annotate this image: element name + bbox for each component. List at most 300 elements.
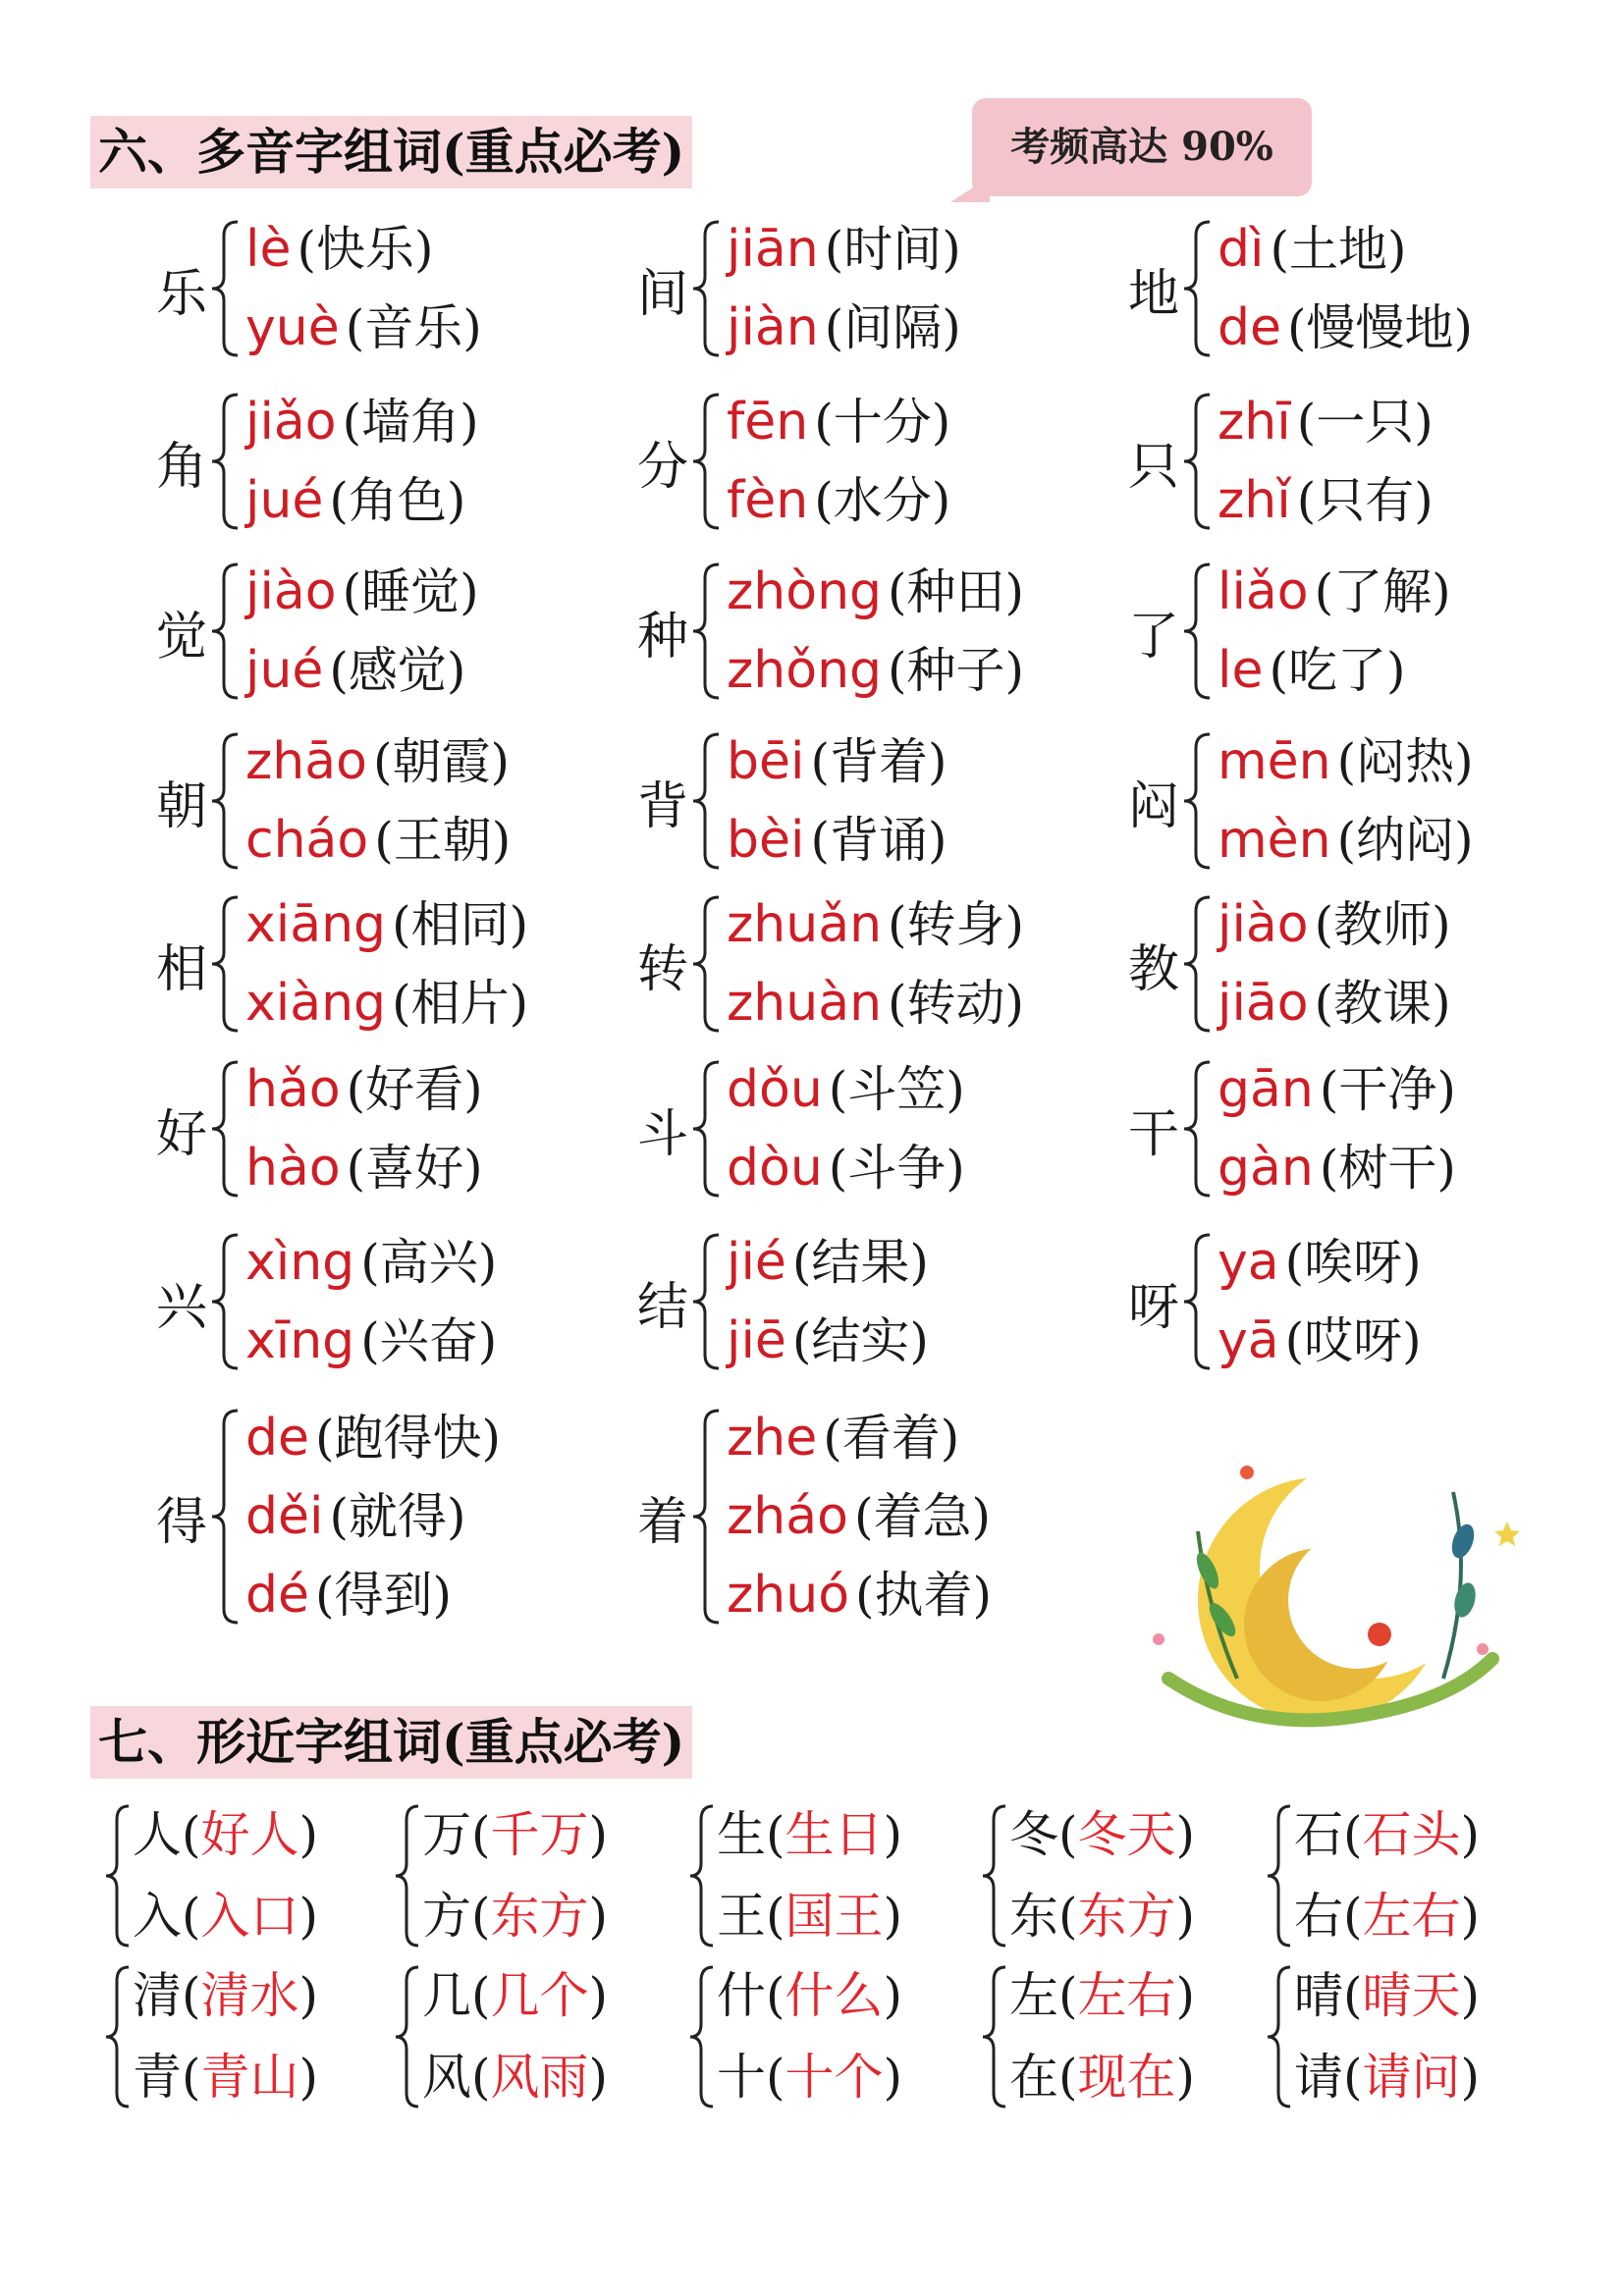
reading-line: [727, 383, 950, 461]
pinyin: jié: [727, 1233, 786, 1292]
section-6-title: 六、多音字组词(重点必考): [90, 116, 692, 188]
similar-char-line: [717, 1794, 902, 1876]
close-paren: ): [883, 2049, 903, 2106]
brace-icon: [1265, 1963, 1294, 2110]
example-word: (角色): [329, 472, 466, 529]
similar-char-group: [980, 1794, 1265, 1957]
reading-line: [727, 1556, 992, 1634]
example-word: (就得): [329, 1488, 466, 1545]
brace-icon: [689, 732, 723, 870]
polyphonic-entry: [147, 210, 638, 367]
pinyin: jiē: [727, 1311, 786, 1370]
close-paren: ): [1175, 1888, 1196, 1945]
brace-icon: [208, 393, 242, 530]
example-word: (闷热): [1336, 733, 1474, 790]
similar-char-line: [1294, 1955, 1480, 2037]
similar-char: 风: [422, 2049, 471, 2106]
pinyin: mèn: [1218, 811, 1331, 870]
example-word: (转动): [888, 975, 1025, 1032]
open-paren: (: [1343, 1967, 1363, 2024]
open-paren: (: [1058, 1888, 1078, 1945]
open-paren: (: [182, 1806, 201, 1863]
pinyin: yuè: [245, 298, 340, 357]
brace-icon: [689, 393, 723, 530]
example-word: (时间): [824, 221, 961, 278]
example-word: (相片): [392, 975, 529, 1032]
polyphonic-char: 闷: [1127, 776, 1179, 836]
similar-char-word: 东方: [490, 1888, 589, 1945]
polyphonic-entry: [1119, 383, 1610, 540]
polyphonic-char: 兴: [155, 1277, 207, 1337]
polyphonic-char: 背: [636, 776, 688, 836]
similar-char-line: [1009, 1955, 1195, 2037]
similar-char-group: [1265, 1794, 1549, 1957]
reading-line: [1218, 885, 1451, 964]
reading-line: [727, 553, 1024, 631]
example-word: (转身): [888, 896, 1025, 953]
similar-char: 清: [133, 1967, 182, 2024]
polyphonic-entry: [147, 885, 638, 1042]
polyphonic-char: 觉: [155, 607, 207, 667]
open-paren: (: [182, 1888, 201, 1945]
close-paren: ): [588, 2049, 609, 2106]
reading-line: [1218, 964, 1451, 1042]
brace-icon: [689, 895, 723, 1033]
brace-icon: [1180, 895, 1214, 1033]
example-word: (王朝): [374, 812, 512, 869]
reading-line: [1218, 631, 1405, 710]
pinyin: xīng: [245, 1311, 355, 1370]
pinyin: gān: [1218, 1060, 1314, 1119]
similar-char: 十: [717, 2049, 766, 2106]
reading-line: [245, 1399, 501, 1477]
reading-line: [245, 289, 482, 367]
reading-line: [727, 461, 950, 540]
close-paren: ): [1175, 1806, 1196, 1863]
reading-line: [727, 1129, 965, 1207]
similar-char-word: 请问: [1362, 2049, 1461, 2106]
similar-char-line: [133, 2037, 318, 2118]
similar-char-word: 清水: [200, 1967, 299, 2024]
berry-icon: [1240, 1466, 1254, 1479]
reading-line: [1218, 1050, 1456, 1129]
polyphonic-entry: [628, 553, 1119, 710]
similar-char: 晴: [1294, 1967, 1343, 2024]
brace-icon: [208, 895, 242, 1033]
pinyin: jiào: [1218, 895, 1309, 954]
brace-icon: [1180, 393, 1214, 530]
pinyin: děi: [245, 1487, 324, 1546]
example-word: (感觉): [329, 642, 466, 699]
example-word: (树干): [1319, 1140, 1456, 1197]
similar-char-group: [687, 1794, 972, 1957]
example-word: (吃了): [1269, 642, 1406, 699]
polyphonic-entry: [628, 1223, 1119, 1380]
polyphonic-char: 相: [155, 939, 207, 999]
example-word: (跑得快): [315, 1410, 502, 1467]
open-paren: (: [1343, 2049, 1363, 2106]
similar-char-word: 什么: [785, 1967, 884, 2024]
pinyin: zhāo: [245, 732, 367, 791]
example-word: (着急): [853, 1488, 991, 1545]
similar-char: 左: [1009, 1967, 1058, 2024]
brace-icon: [689, 562, 723, 700]
pinyin: xiāng: [245, 895, 387, 954]
flower-icon: [1477, 1643, 1489, 1655]
close-paren: ): [883, 1806, 903, 1863]
close-paren: ): [588, 1967, 609, 2024]
similar-char: 右: [1294, 1888, 1343, 1945]
polyphonic-entry: [1119, 885, 1610, 1042]
open-paren: (: [766, 2049, 785, 2106]
brace-icon: [208, 1233, 242, 1370]
example-word: (好看): [346, 1061, 483, 1118]
similar-char-group: [393, 1955, 677, 2118]
pinyin: zhuǎn: [727, 895, 883, 954]
example-word: (土地): [1270, 221, 1407, 278]
mushroom-icon: [1368, 1623, 1391, 1646]
open-paren: (: [471, 1888, 491, 1945]
reading-line: [1218, 1223, 1422, 1302]
similar-char-line: [1009, 2037, 1195, 2118]
similar-char-word: 晴天: [1362, 1967, 1461, 2024]
polyphonic-entry: [147, 553, 638, 710]
brace-icon: [687, 1963, 717, 2110]
similar-char-group: [393, 1794, 677, 1957]
similar-char-group: [103, 1955, 388, 2118]
polyphonic-char: 呀: [1127, 1277, 1179, 1337]
similar-char-line: [717, 2037, 902, 2118]
reading-line: [1218, 1302, 1422, 1380]
close-paren: ): [883, 1967, 903, 2024]
close-paren: ): [1175, 2049, 1196, 2106]
similar-char-word: 石头: [1362, 1806, 1461, 1863]
pinyin: dǒu: [727, 1060, 823, 1119]
similar-char-group: [1265, 1955, 1549, 2118]
similar-char-word: 几个: [490, 1967, 589, 2024]
reading-line: [727, 1302, 929, 1380]
example-word: (了解): [1314, 563, 1451, 620]
reading-line: [1218, 461, 1434, 540]
close-paren: ): [298, 1967, 319, 2024]
polyphonic-entry: [1119, 210, 1610, 367]
reading-line: [1218, 210, 1406, 289]
reading-line: [245, 885, 528, 964]
polyphonic-entry: [628, 210, 1119, 367]
polyphonic-entry: [628, 1399, 1119, 1634]
polyphonic-entry: [147, 1399, 638, 1634]
reading-line: [727, 801, 947, 880]
polyphonic-char: 角: [155, 437, 207, 497]
polyphonic-char: 教: [1127, 939, 1179, 999]
similar-char-group: [687, 1955, 972, 2118]
similar-char-line: [133, 1794, 318, 1876]
reading-line: [245, 801, 511, 880]
similar-char: 青: [133, 2049, 182, 2106]
polyphonic-entry: [147, 1223, 638, 1380]
reading-line: [1218, 722, 1474, 801]
example-word: (斗争): [828, 1140, 965, 1197]
brace-icon: [208, 732, 242, 870]
polyphonic-entry: [628, 383, 1119, 540]
pinyin: zhǐ: [1218, 471, 1291, 530]
reading-line: [727, 1477, 991, 1556]
similar-char-line: [422, 1955, 608, 2037]
reading-line: [1218, 383, 1434, 461]
reading-line: [245, 1050, 483, 1129]
polyphonic-char: 间: [636, 264, 688, 324]
open-paren: (: [1058, 1967, 1078, 2024]
reading-line: [245, 631, 465, 710]
brace-icon: [689, 1060, 723, 1198]
pinyin: le: [1218, 641, 1264, 700]
open-paren: (: [766, 1888, 785, 1945]
example-word: (纳闷): [1336, 812, 1474, 869]
close-paren: ): [588, 1806, 609, 1863]
pinyin: jiǎo: [245, 393, 337, 452]
polyphonic-char: 结: [636, 1277, 688, 1337]
polyphonic-entry: [628, 1050, 1119, 1207]
polyphonic-entry: [628, 885, 1119, 1042]
pinyin: jué: [245, 641, 324, 700]
brace-icon: [1265, 1802, 1294, 1949]
brace-icon: [689, 1409, 723, 1625]
close-paren: ): [298, 1888, 319, 1945]
close-paren: ): [298, 2049, 319, 2106]
polyphonic-char: 朝: [155, 776, 207, 836]
polyphonic-entry: [147, 383, 638, 540]
similar-char: 在: [1009, 2049, 1058, 2106]
example-word: (睡觉): [342, 563, 479, 620]
brace-icon: [208, 1409, 242, 1625]
similar-char-group: [103, 1794, 388, 1957]
reading-line: [727, 964, 1024, 1042]
similar-char: 冬: [1009, 1806, 1058, 1863]
example-word: (看着): [823, 1410, 960, 1467]
example-word: (结实): [791, 1312, 929, 1369]
pinyin: jiào: [245, 562, 337, 621]
polyphonic-char: 着: [636, 1492, 688, 1552]
similar-char: 生: [717, 1806, 766, 1863]
reading-line: [727, 1223, 929, 1302]
pinyin: mēn: [1218, 732, 1331, 791]
brace-icon: [208, 562, 242, 700]
polyphonic-char: 干: [1127, 1104, 1179, 1164]
polyphonic-char: 分: [636, 437, 688, 497]
example-word: (得到): [315, 1567, 453, 1624]
similar-char-word: 东方: [1077, 1888, 1176, 1945]
similar-char-word: 左右: [1077, 1967, 1176, 2024]
example-word: (墙角): [342, 394, 479, 451]
example-word: (兴奋): [360, 1312, 498, 1369]
section-7-title: 七、形近字组词(重点必考): [90, 1706, 692, 1779]
open-paren: (: [471, 1967, 491, 2024]
reading-line: [1218, 1129, 1456, 1207]
open-paren: (: [182, 2049, 201, 2106]
brace-icon: [980, 1963, 1009, 2110]
star-icon: [1494, 1522, 1520, 1546]
pinyin: lè: [245, 220, 292, 279]
similar-char-line: [1009, 1794, 1195, 1876]
reading-line: [727, 631, 1024, 710]
pinyin: zháo: [727, 1487, 848, 1546]
similar-char: 入: [133, 1888, 182, 1945]
reading-line: [727, 885, 1024, 964]
reading-line: [245, 722, 510, 801]
reading-line: [1218, 553, 1451, 631]
polyphonic-char: 斗: [636, 1104, 688, 1164]
polyphonic-entry: [628, 722, 1119, 880]
close-paren: ): [883, 1888, 903, 1945]
example-word: (慢慢地): [1287, 299, 1474, 356]
open-paren: (: [1343, 1888, 1363, 1945]
reading-line: [727, 210, 961, 289]
similar-char-group: [980, 1955, 1265, 2118]
similar-char: 请: [1294, 2049, 1343, 2106]
similar-char-word: 好人: [200, 1806, 299, 1863]
pinyin: ya: [1218, 1233, 1279, 1292]
similar-char: 方: [422, 1888, 471, 1945]
similar-char-line: [1009, 1876, 1195, 1957]
example-word: (水分): [814, 472, 951, 529]
reading-line: [245, 1477, 465, 1556]
polyphonic-char: 得: [155, 1492, 207, 1552]
example-word: (教师): [1314, 896, 1451, 953]
similar-char-line: [717, 1876, 902, 1957]
brace-icon: [103, 1963, 133, 2110]
similar-char: 几: [422, 1967, 471, 2024]
pinyin: de: [1218, 298, 1281, 357]
example-word: (十分): [814, 394, 951, 451]
similar-char: 东: [1009, 1888, 1058, 1945]
reading-line: [245, 1129, 483, 1207]
reading-line: [245, 964, 528, 1042]
polyphonic-entry: [147, 1050, 638, 1207]
brace-icon: [1180, 220, 1214, 357]
similar-char-line: [133, 1955, 318, 2037]
example-word: (哎呀): [1284, 1312, 1422, 1369]
brace-icon: [393, 1963, 422, 2110]
similar-char-word: 冬天: [1077, 1806, 1176, 1863]
pinyin: bēi: [727, 732, 805, 791]
reading-line: [1218, 801, 1474, 880]
similar-char-word: 青山: [200, 2049, 299, 2106]
similar-char-line: [1294, 2037, 1480, 2118]
example-word: (相同): [392, 896, 529, 953]
example-word: (结果): [791, 1234, 929, 1291]
reading-line: [727, 1050, 965, 1129]
similar-char-word: 现在: [1077, 2049, 1176, 2106]
brace-icon: [689, 1233, 723, 1370]
close-paren: ): [1460, 2049, 1481, 2106]
example-word: (唉呀): [1284, 1234, 1422, 1291]
polyphonic-char: 种: [636, 607, 688, 667]
similar-char-line: [422, 1794, 608, 1876]
polyphonic-entry: [147, 722, 638, 880]
similar-char-line: [717, 1955, 902, 2037]
similar-char: 万: [422, 1806, 471, 1863]
flower-icon: [1153, 1633, 1164, 1645]
reading-line: [245, 383, 479, 461]
similar-char-word: 千万: [490, 1806, 589, 1863]
example-word: (间隔): [824, 299, 961, 356]
example-word: (种子): [888, 642, 1025, 699]
example-word: (只有): [1296, 472, 1434, 529]
pinyin: xiàng: [245, 974, 387, 1033]
similar-char-word: 生日: [785, 1806, 884, 1863]
pinyin: jiàn: [727, 298, 819, 357]
polyphonic-entry: [1119, 553, 1610, 710]
similar-char-word: 入口: [200, 1888, 299, 1945]
example-word: (执着): [855, 1567, 993, 1624]
brace-icon: [1180, 732, 1214, 870]
reading-line: [245, 461, 465, 540]
similar-char: 石: [1294, 1806, 1343, 1863]
pinyin: jiān: [727, 220, 819, 279]
pinyin: fēn: [727, 393, 809, 452]
polyphonic-char: 乐: [155, 264, 207, 324]
similar-char-word: 风雨: [490, 2049, 589, 2106]
open-paren: (: [471, 1806, 491, 1863]
pinyin: hǎo: [245, 1060, 341, 1119]
reading-line: [245, 1302, 497, 1380]
brace-icon: [1180, 562, 1214, 700]
open-paren: (: [1343, 1806, 1363, 1863]
brace-icon: [980, 1802, 1009, 1949]
polyphonic-char: 了: [1127, 607, 1179, 667]
example-word: (一只): [1296, 394, 1434, 451]
pinyin: zhī: [1218, 393, 1291, 452]
reading-line: [245, 1556, 452, 1634]
pinyin: zhe: [727, 1409, 818, 1468]
brace-icon: [687, 1802, 717, 1949]
similar-char-word: 左右: [1362, 1888, 1461, 1945]
pinyin: dé: [245, 1566, 309, 1625]
pinyin: zhòng: [727, 562, 883, 621]
example-word: (干净): [1319, 1061, 1456, 1118]
open-paren: (: [766, 1967, 785, 2024]
example-word: (教课): [1314, 975, 1451, 1032]
example-word: (背着): [810, 733, 947, 790]
reading-line: [727, 722, 947, 801]
pinyin: jué: [245, 471, 324, 530]
example-word: (种田): [888, 563, 1025, 620]
moon-wreath-illustration: [1129, 1453, 1522, 1747]
close-paren: ): [1175, 1967, 1196, 2024]
similar-char-word: 国王: [785, 1888, 884, 1945]
pinyin: dòu: [727, 1139, 823, 1198]
open-paren: (: [766, 1806, 785, 1863]
polyphonic-char: 转: [636, 939, 688, 999]
similar-char-line: [133, 1876, 318, 1957]
frequency-badge: 考频高达 90%: [972, 98, 1312, 196]
pinyin: de: [245, 1409, 309, 1468]
pinyin: hào: [245, 1139, 341, 1198]
open-paren: (: [182, 1967, 201, 2024]
pinyin: zhǒng: [727, 641, 883, 700]
brace-icon: [103, 1802, 133, 1949]
inner-moon-cutout: [1288, 1531, 1426, 1669]
pinyin: yā: [1218, 1311, 1279, 1370]
brace-icon: [208, 1060, 242, 1198]
reading-line: [727, 289, 961, 367]
similar-char-line: [1294, 1794, 1480, 1876]
similar-char-line: [422, 2037, 608, 2118]
similar-char-line: [422, 1876, 608, 1957]
pinyin: gàn: [1218, 1139, 1314, 1198]
pinyin: fèn: [727, 471, 809, 530]
example-word: (朝霞): [372, 733, 510, 790]
